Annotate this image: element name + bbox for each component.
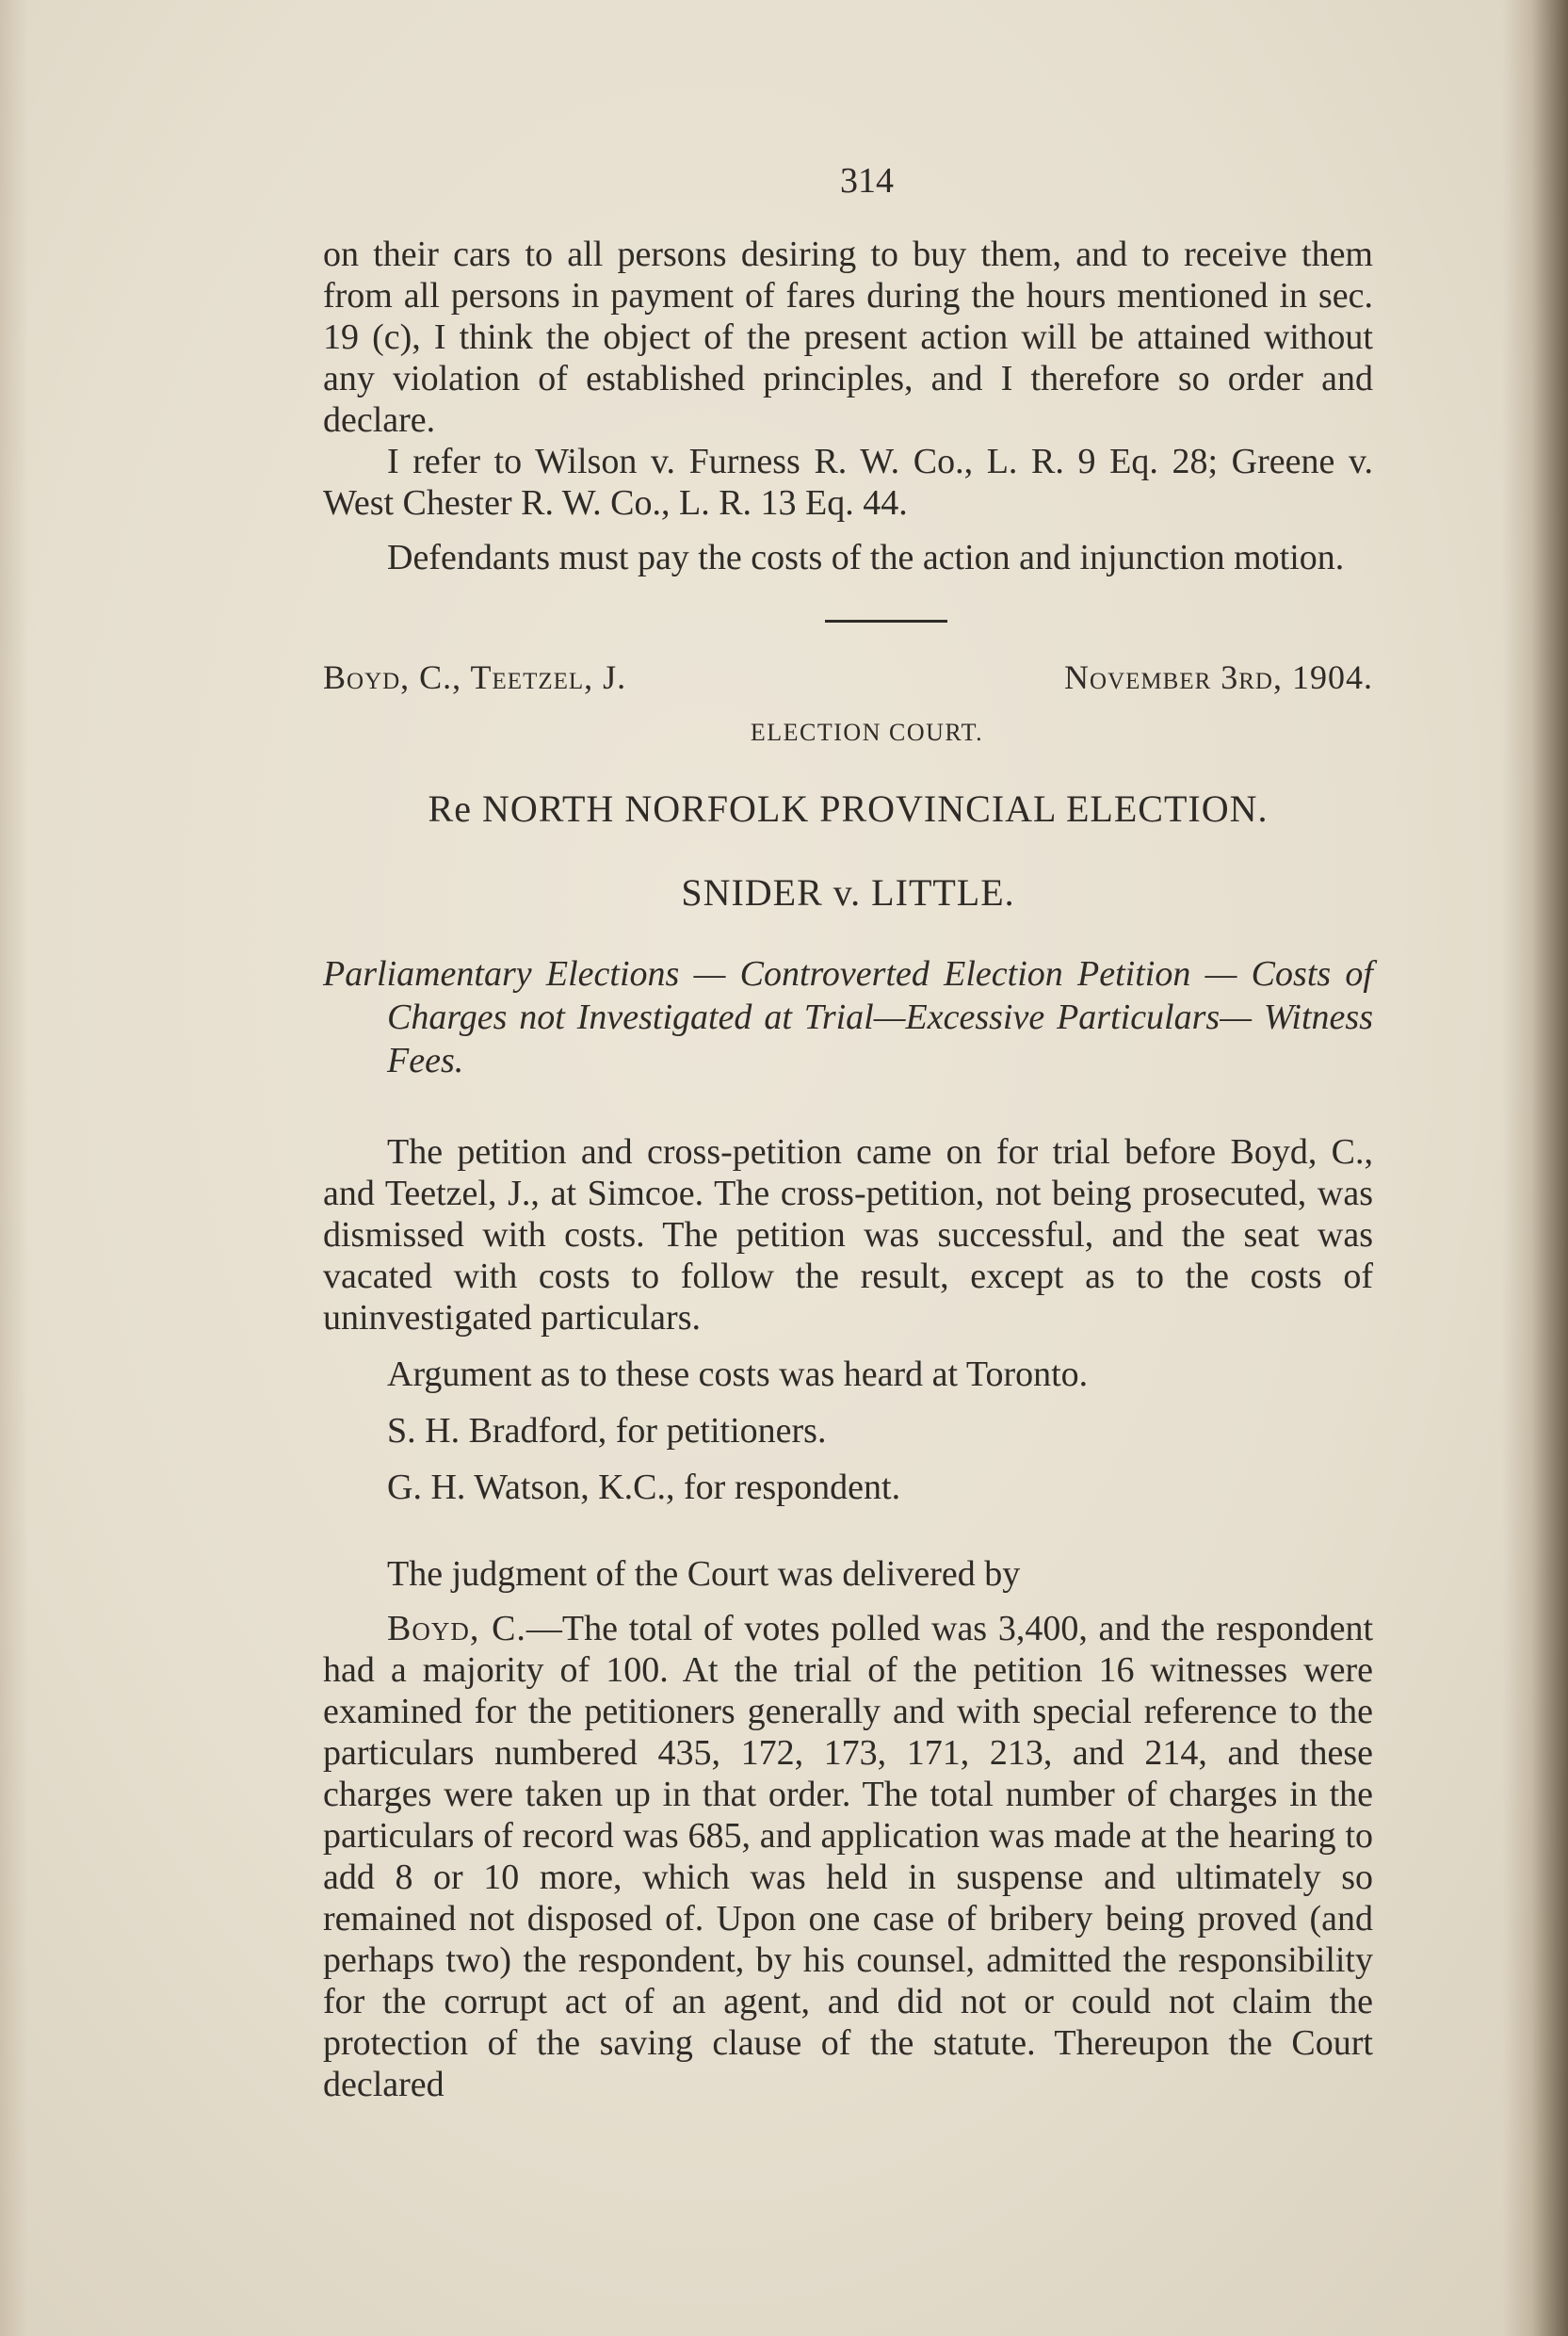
counsel-petitioners: S. H. Bradford, for petitioners. (387, 1411, 827, 1451)
costs-paragraph: Defendants must pay the costs of the action and injunction motion. (387, 538, 1345, 577)
continuation-paragraph: on their cars to all persons desiring to buy them, and to receive them from all persons in payment of fares during the hours mentioned in sec. 19 (c), I think the object of the present action will be attained without any violation of established principles, and I therefore so order and declare. (323, 235, 1373, 440)
section-divider (825, 620, 947, 623)
headnote: Parliamentary Elections — Controverted Election Petition — Costs of Charges not Investigated at Trial—Excessive Particulars— Witness Fees. (323, 954, 1373, 1080)
court-name: ELECTION COURT. (750, 719, 984, 746)
judge-name: Boyd, C. (387, 1609, 526, 1648)
judgment-intro: The judgment of the Court was delivered by (387, 1554, 1021, 1594)
judges-date-line (323, 657, 1373, 698)
statement-paragraph: The petition and cross-petition came on for trial before Boyd, C., and Teetzel, J., at Simcoe. The cross-petition, not being prosecuted, was dismissed with costs. The petition was successful, and the seat was vacated with costs to follow the result, except as to the costs of uninvestigated particulars. (323, 1132, 1373, 1338)
case-title: Re NORTH NORFOLK PROVINCIAL ELECTION. (428, 787, 1269, 830)
judgment-text: —The total of votes polled was 3,400, and the respondent had a majority of 100. At the trial of the petition 16 witnesses were examined for the petitioners generally and with special reference to the particulars numbered 435, 172, 173, 171, 213, and 214, and these charges were taken up in that order. The total number of charges in the particulars of record was 685, and application was made at the hearing to add 8 or 10 more, which was held in suspense and ultimately so remained not disposed of. Upon one case of bribery being proved (and perhaps two) the respondent, by his counsel, admitted the responsibility for the corrupt act of an agent, and did not or could not claim the protection of the saving clause of the statute. Thereupon the Court declared (323, 1609, 1374, 2104)
page-content (323, 160, 1373, 2105)
reference-paragraph: I refer to Wilson v. Furness R. W. Co., L. R. 9 Eq. 28; Greene v. West Chester R. W. Co., L. R. 13 Eq. 44. (323, 442, 1373, 523)
decision-date: November 3rd, 1904. (1064, 658, 1373, 696)
judges: Boyd, C., Teetzel, J. (323, 658, 627, 696)
case-parties: SNIDER v. LITTLE. (681, 871, 1015, 914)
page-edge-shadow (1502, 0, 1568, 2336)
argument-line: Argument as to these costs was heard at Toronto. (387, 1355, 1089, 1394)
binding-shadow-left (0, 0, 28, 2336)
counsel-respondent: G. H. Watson, K.C., for respondent. (387, 1468, 901, 1507)
page-number: 314 (840, 161, 894, 201)
judgment-paragraph (323, 1608, 1373, 2105)
